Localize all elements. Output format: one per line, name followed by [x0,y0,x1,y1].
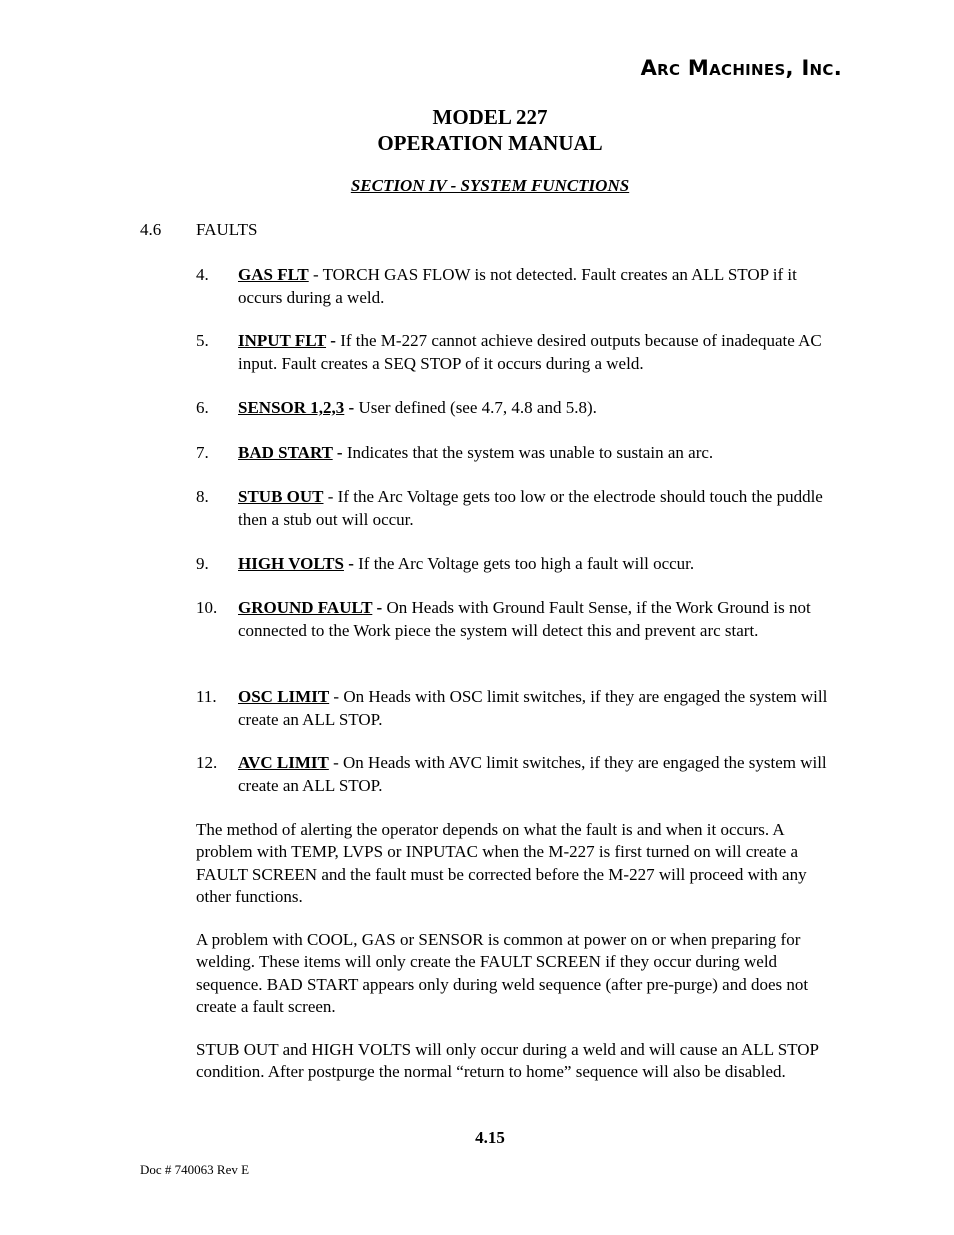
paragraph-power-on: A problem with COOL, GAS or SENSOR is common at power on or when preparing for welding. These items will only create the FAULT SCREEN if they occur during weld sequence. BAD START appears only during weld sequence (after pre-purge) and does not create a fault screen. [196,930,809,1016]
fault-item-input-flt [196,330,836,375]
company-logo: Arc Machines, Inc. [640,56,842,80]
item-number: 7. [196,443,209,462]
paragraph-stub-out: STUB OUT and HIGH VOLTS will only occur during a weld and will cause an ALL STOP condition. After postpurge the normal “return to home” sequence will also be disabled. [196,1040,819,1082]
item-text: Indicates that the system was unable to sustain an arc. [346,443,714,462]
item-number: 5. [196,331,209,350]
document-number: Doc # 740063 Rev E [140,1162,250,1177]
subsection-number: 4.6 [140,220,162,239]
item-separator: - [328,753,344,772]
fault-item-high-volts [196,553,836,576]
item-text: TORCH GAS FLOW is not detected. Fault creates an ALL STOP if it occurs during a weld. [238,265,797,307]
fault-item-osc-limit [196,686,836,731]
item-term: STUB OUT [238,487,324,506]
item-text: User defined (see 4.7, 4.8 and 5.8). [358,398,597,417]
item-term: OSC LIMIT [238,687,330,706]
fault-item-avc-limit [196,752,836,797]
page-number: 4.15 [475,1128,505,1147]
item-term: SENSOR 1,2,3 [238,398,345,417]
item-separator: - [323,487,338,506]
item-text: If the Arc Voltage gets too high a fault will occur. [358,554,695,573]
title-line-2: OPERATION MANUAL [377,131,603,155]
item-text: On Heads with Ground Fault Sense, if the Work Ground is not connected to the Work piece the system will detect this and prevent arc start. [238,598,811,640]
item-separator: - [372,598,387,617]
item-term: HIGH VOLTS [238,554,344,573]
item-number: 6. [196,398,209,417]
item-separator: - [332,443,347,462]
paragraph-alerting: The method of alerting the operator depends on what the fault is and when it occurs. A problem with TEMP, LVPS or INPUTAC when the M-227 is first turned on will create a FAULT SCREEN and the fault must be corrected before the M-227 will proceed with any other functions. [196,820,807,906]
title-line-1: MODEL 227 [432,105,548,129]
item-number: 11. [196,687,217,706]
item-term: AVC LIMIT [238,753,329,772]
item-number: 10. [196,598,218,617]
fault-item-gas-flt [196,264,836,309]
item-text: If the M-227 cannot achieve desired outputs because of inadequate AC input. Fault creates a SEQ STOP of it occurs during a weld. [238,331,822,373]
item-number: 12. [196,753,218,772]
subsection-heading [140,220,257,240]
subsection-label: FAULTS [196,220,258,239]
item-number: 9. [196,554,209,573]
item-text: On Heads with OSC limit switches, if they are engaged the system will create an ALL STOP. [238,687,828,729]
fault-item-stub-out [196,486,836,531]
fault-item-bad-start [196,442,836,465]
document-title [0,104,954,156]
item-separator: - [308,265,323,284]
item-number: 4. [196,265,209,284]
fault-item-sensor [196,397,836,420]
item-term: BAD START [238,443,333,462]
item-term: GROUND FAULT [238,598,373,617]
item-separator: - [343,554,359,573]
item-separator: - [326,331,341,350]
item-separator: - [344,398,359,417]
item-term: GAS FLT [238,265,309,284]
fault-item-ground-fault [196,597,836,642]
item-separator: - [329,687,344,706]
item-number: 8. [196,487,209,506]
item-term: INPUT FLT [238,331,327,350]
item-text: If the Arc Voltage gets too low or the electrode should touch the puddle then a stub out will occur. [238,487,823,529]
item-text: On Heads with AVC limit switches, if they are engaged the system will create an ALL STOP. [238,753,827,795]
section-title: SECTION IV - SYSTEM FUNCTIONS [350,176,630,195]
